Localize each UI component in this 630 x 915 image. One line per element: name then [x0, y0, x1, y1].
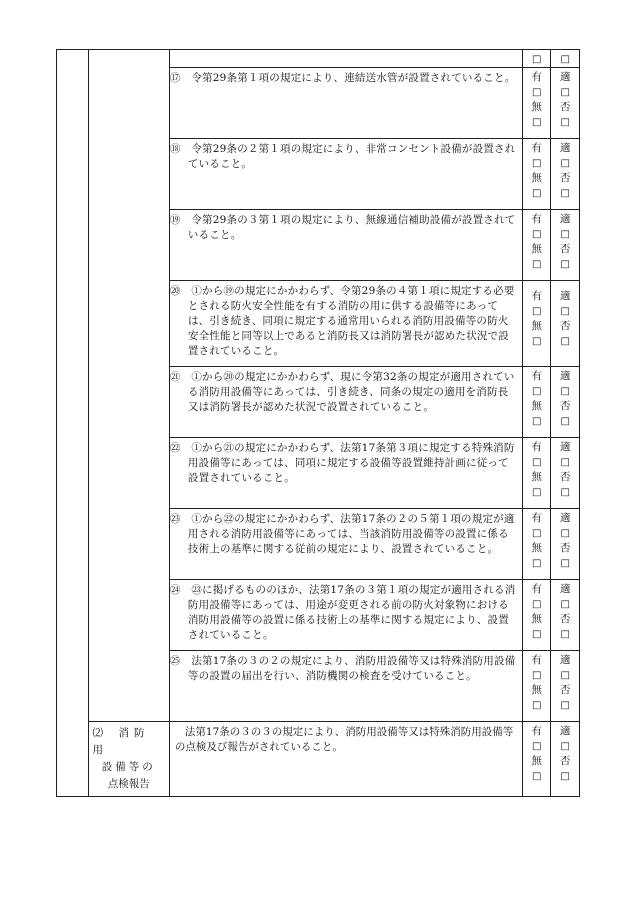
category-column-inner	[88, 50, 169, 722]
no-label: 無	[531, 243, 542, 255]
yes-checkbox[interactable]: □	[532, 599, 542, 610]
no-checkbox[interactable]: □	[532, 117, 542, 128]
presence-cell	[522, 509, 550, 580]
item-number: ㉔	[169, 584, 181, 596]
item-number: ㉒	[169, 442, 181, 454]
item-cell	[169, 722, 522, 797]
no-checkbox[interactable]: □	[532, 487, 542, 498]
yes-label: 有	[531, 725, 542, 737]
item-number: ㉕	[169, 655, 181, 667]
compliance-cell	[551, 580, 580, 651]
presence-cell	[522, 139, 550, 210]
yes-label: 有	[531, 512, 542, 524]
section2-number: ⑵	[92, 727, 104, 739]
presence-cell	[522, 281, 550, 367]
item-text: ①から⑲の規定にかかわらず、令第29条の４第１項に規定する必要とされる防火安全性能を有する消防の用に供する設備等にあっては、引き続き、同項に規定する通常用いられる消防用設備等の防火安全性能と同等以上であると消防長又は消防署長が認めた状況で設置されていること。	[187, 285, 515, 357]
ng-checkbox[interactable]: □	[560, 558, 570, 569]
no-label: 無	[531, 101, 542, 113]
ng-label: 否	[559, 243, 571, 255]
no-checkbox[interactable]: □	[532, 188, 542, 199]
ok-label: 適	[559, 512, 571, 524]
no-checkbox[interactable]: □	[532, 558, 542, 569]
ok-checkbox[interactable]: □	[560, 87, 570, 98]
yes-label: 有	[531, 583, 542, 595]
item-number: ⑱	[169, 143, 181, 155]
item-cell	[169, 281, 522, 367]
ng-label: 否	[559, 471, 571, 483]
ng-checkbox[interactable]: □	[560, 487, 570, 498]
yes-label: 有	[531, 213, 542, 225]
ok-label: 適	[559, 370, 571, 382]
item-text: ①から㉑の規定にかかわらず、法第17条第３項に規定する特殊消防用設備等にあっては、同項に規定する設備等設置維持計画に従って設置されていること。	[187, 442, 515, 484]
item-number: ⑲	[169, 214, 181, 226]
item-text: 令第29条第１項の規定により、連結送水管が設置されていること。	[191, 72, 516, 84]
compliance-cell	[551, 281, 580, 367]
item-number: ㉑	[169, 371, 181, 383]
item-cell	[169, 580, 522, 651]
ng-label: 否	[559, 172, 571, 184]
ok-label: 適	[559, 725, 571, 737]
ok-checkbox[interactable]: □	[560, 158, 570, 169]
item-cell	[169, 438, 522, 509]
ng-label: 否	[559, 542, 571, 554]
ok-checkbox[interactable]: □	[560, 306, 570, 317]
yes-checkbox[interactable]: □	[532, 386, 542, 397]
item-cell-empty	[169, 50, 522, 68]
item-cell	[169, 651, 522, 722]
item-number: ⑰	[169, 72, 181, 84]
ng-label: 否	[559, 400, 571, 412]
ok-checkbox[interactable]: □	[560, 741, 570, 752]
checkbox[interactable]: □	[532, 54, 542, 65]
no-checkbox[interactable]: □	[532, 336, 542, 347]
yes-checkbox[interactable]: □	[532, 158, 542, 169]
ok-label: 適	[559, 583, 571, 595]
item-text: ㉓に掲げるもののほか、法第17条の３第１項の規定が適用される消防用設備等にあっては、用途が変更される前の防火対象物における消防用設備等の設置に係る技術上の基準に関する規定により、設置されていること。	[187, 584, 516, 641]
ok-label: 適	[559, 213, 571, 225]
ng-checkbox[interactable]: □	[560, 188, 570, 199]
yes-label: 有	[531, 654, 542, 666]
item-text: 法第17条の３の２の規定により、消防用設備等又は特殊消防用設備等の設置の届出を行い、消防機関の検査を受けていること。	[187, 655, 516, 682]
no-checkbox[interactable]: □	[532, 259, 542, 270]
ng-label: 否	[559, 320, 571, 332]
section2-title-cell	[88, 722, 169, 797]
presence-cell	[522, 438, 550, 509]
no-label: 無	[531, 755, 542, 767]
table-row-section2	[57, 722, 580, 797]
item-cell	[169, 210, 522, 281]
section2-title-line3: 点検報告	[107, 778, 150, 790]
compliance-cell	[551, 438, 580, 509]
ok-checkbox[interactable]: □	[560, 386, 570, 397]
ng-checkbox[interactable]: □	[560, 336, 570, 347]
ng-checkbox[interactable]: □	[560, 771, 570, 782]
presence-cell	[522, 50, 550, 68]
no-label: 無	[531, 471, 542, 483]
ok-checkbox[interactable]: □	[560, 229, 570, 240]
presence-cell	[522, 367, 550, 438]
compliance-cell	[551, 210, 580, 281]
inspection-table-page	[56, 49, 580, 797]
ng-label: 否	[559, 613, 571, 625]
table-row-top	[57, 50, 580, 68]
yes-checkbox[interactable]: □	[532, 87, 542, 98]
presence-cell	[522, 68, 550, 139]
ok-checkbox[interactable]: □	[560, 599, 570, 610]
ok-label: 適	[559, 71, 571, 83]
ok-checkbox[interactable]: □	[560, 528, 570, 539]
compliance-cell	[551, 651, 580, 722]
ng-checkbox[interactable]: □	[560, 259, 570, 270]
ng-checkbox[interactable]: □	[560, 629, 570, 640]
category-column-outer	[57, 50, 89, 797]
no-label: 無	[531, 172, 542, 184]
no-checkbox[interactable]: □	[532, 416, 542, 427]
yes-checkbox[interactable]: □	[532, 528, 542, 539]
presence-cell	[522, 651, 550, 722]
presence-cell	[522, 580, 550, 651]
yes-checkbox[interactable]: □	[532, 306, 542, 317]
section2-title-line2: 設備等の	[101, 761, 156, 773]
item-number: ⑳	[169, 285, 181, 297]
compliance-cell	[551, 367, 580, 438]
compliance-cell	[551, 509, 580, 580]
no-checkbox[interactable]: □	[532, 700, 542, 711]
section2-text: 法第17条の３の３の規定により、消防用設備等又は特殊消防用設備等の点検及び報告がされていること。	[174, 726, 514, 753]
yes-label: 有	[531, 142, 542, 154]
ng-label: 否	[559, 684, 571, 696]
ok-label: 適	[559, 142, 571, 154]
ng-checkbox[interactable]: □	[560, 117, 570, 128]
ng-checkbox[interactable]: □	[560, 700, 570, 711]
ok-label: 適	[559, 290, 571, 302]
ok-checkbox[interactable]: □	[560, 457, 570, 468]
no-checkbox[interactable]: □	[532, 629, 542, 640]
ok-checkbox[interactable]: □	[560, 670, 570, 681]
yes-label: 有	[531, 370, 542, 382]
item-cell	[169, 139, 522, 210]
item-text: 令第29条の３第１項の規定により、無線通信補助設備が設置されていること。	[187, 214, 516, 241]
ng-label: 否	[559, 101, 571, 113]
ng-checkbox[interactable]: □	[560, 416, 570, 427]
no-label: 無	[531, 320, 542, 332]
ng-label: 否	[559, 755, 571, 767]
yes-checkbox[interactable]: □	[532, 741, 542, 752]
yes-label: 有	[531, 71, 542, 83]
compliance-cell	[551, 139, 580, 210]
compliance-cell	[551, 50, 580, 68]
checkbox[interactable]: □	[560, 54, 570, 65]
no-label: 無	[531, 613, 542, 625]
item-cell	[169, 367, 522, 438]
item-text: 令第29条の２第１項の規定により、非常コンセント設備が設置されていること。	[187, 143, 516, 170]
yes-label: 有	[531, 290, 542, 302]
no-checkbox[interactable]: □	[532, 771, 542, 782]
section2-title-line1: 消防用	[92, 727, 150, 756]
presence-cell	[522, 210, 550, 281]
yes-label: 有	[531, 441, 542, 453]
item-number: ㉓	[169, 513, 181, 525]
no-label: 無	[531, 542, 542, 554]
compliance-cell	[551, 722, 580, 797]
ok-label: 適	[559, 654, 571, 666]
yes-checkbox[interactable]: □	[532, 457, 542, 468]
item-text: ①から㉒の規定にかかわらず、法第17条の２の５第１項の規定が適用される消防用設備等にあっては、当該消防用設備等の設置に係る技術上の基準に関する従前の規定により、設置されていること。	[187, 513, 515, 555]
compliance-cell	[551, 68, 580, 139]
item-cell	[169, 509, 522, 580]
item-text: ①から⑳の規定にかかわらず、現に令第32条の規定が適用されている消防用設備等にあっては、引き続き、同条の規定の適用を消防長又は消防署長が認めた状況で設置されていること。	[187, 371, 515, 413]
no-label: 無	[531, 400, 542, 412]
inspection-table	[56, 49, 580, 797]
yes-checkbox[interactable]: □	[532, 670, 542, 681]
presence-cell	[522, 722, 550, 797]
yes-checkbox[interactable]: □	[532, 229, 542, 240]
ok-label: 適	[559, 441, 571, 453]
no-label: 無	[531, 684, 542, 696]
item-cell	[169, 68, 522, 139]
